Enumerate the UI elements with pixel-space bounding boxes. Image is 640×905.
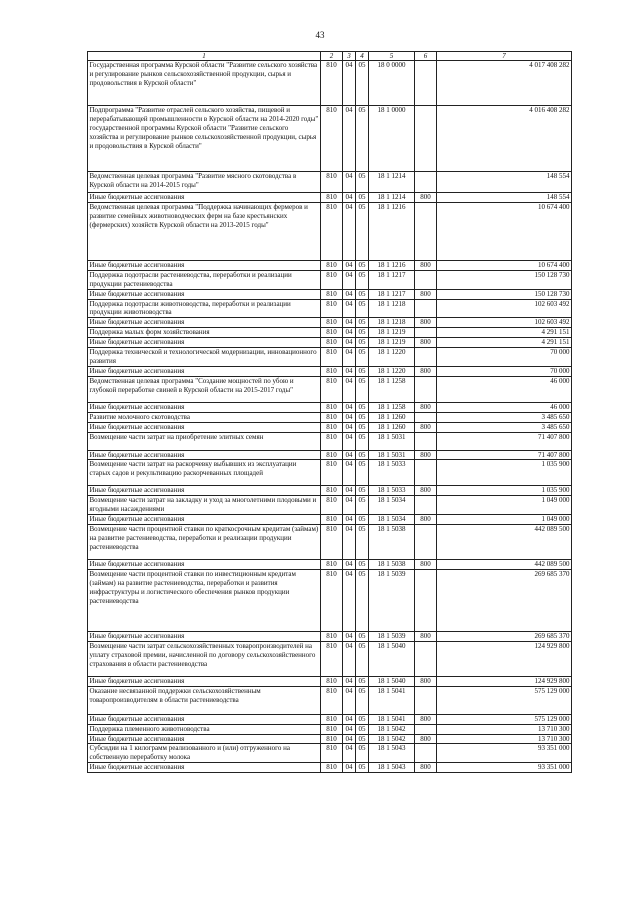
section-code: 04 bbox=[343, 270, 356, 289]
expense-type-code: 800 bbox=[415, 486, 437, 496]
grbs-code: 810 bbox=[321, 724, 343, 734]
expense-type-code bbox=[415, 432, 437, 450]
target-article-code: 18 1 0000 bbox=[369, 106, 415, 172]
amount: 269 685 370 bbox=[437, 569, 572, 631]
target-article-code: 18 1 5033 bbox=[369, 486, 415, 496]
table-row bbox=[88, 686, 572, 714]
amount: 3 485 650 bbox=[437, 412, 572, 422]
expense-type-code: 800 bbox=[415, 422, 437, 432]
grbs-code: 810 bbox=[321, 686, 343, 714]
target-article-code: 18 1 1214 bbox=[369, 193, 415, 203]
expense-type-code: 800 bbox=[415, 763, 437, 773]
amount: 10 674 400 bbox=[437, 202, 572, 260]
item-name: Иные бюджетные ассигнования bbox=[88, 714, 321, 724]
grbs-code: 810 bbox=[321, 460, 343, 486]
target-article-code: 18 1 5041 bbox=[369, 686, 415, 714]
column-header: 3 bbox=[343, 52, 356, 61]
target-article-code: 18 1 5043 bbox=[369, 744, 415, 763]
subsection-code: 05 bbox=[356, 460, 369, 486]
target-article-code: 18 1 5034 bbox=[369, 515, 415, 525]
section-code: 04 bbox=[343, 376, 356, 402]
subsection-code: 05 bbox=[356, 496, 369, 515]
grbs-code: 810 bbox=[321, 366, 343, 376]
grbs-code: 810 bbox=[321, 763, 343, 773]
amount: 10 674 400 bbox=[437, 260, 572, 270]
grbs-code: 810 bbox=[321, 515, 343, 525]
expense-type-code: 800 bbox=[415, 318, 437, 328]
item-name: Иные бюджетные ассигнования bbox=[88, 676, 321, 686]
table-row bbox=[88, 641, 572, 676]
amount: 1 035 900 bbox=[437, 460, 572, 486]
target-article-code: 18 1 5041 bbox=[369, 714, 415, 724]
table-body bbox=[88, 61, 572, 773]
expense-type-code bbox=[415, 270, 437, 289]
subsection-code: 05 bbox=[356, 724, 369, 734]
item-name: Поддержка подотрасли растениеводства, переработки и реализации продукции растениеводства bbox=[88, 270, 321, 289]
amount: 442 089 500 bbox=[437, 560, 572, 570]
column-header: 7 bbox=[437, 52, 572, 61]
item-name: Развитие молочного скотоводства bbox=[88, 412, 321, 422]
target-article-code: 18 1 1216 bbox=[369, 202, 415, 260]
budget-table bbox=[87, 51, 572, 773]
table-row bbox=[88, 402, 572, 412]
target-article-code: 18 1 5031 bbox=[369, 450, 415, 460]
target-article-code: 18 1 1220 bbox=[369, 348, 415, 367]
expense-type-code bbox=[415, 460, 437, 486]
section-code: 04 bbox=[343, 486, 356, 496]
item-name: Иные бюджетные ассигнования bbox=[88, 560, 321, 570]
section-code: 04 bbox=[343, 714, 356, 724]
table-row bbox=[88, 496, 572, 515]
section-code: 04 bbox=[343, 676, 356, 686]
table-row bbox=[88, 270, 572, 289]
expense-type-code bbox=[415, 744, 437, 763]
target-article-code: 18 1 1260 bbox=[369, 412, 415, 422]
target-article-code: 18 1 1219 bbox=[369, 328, 415, 338]
subsection-code: 05 bbox=[356, 560, 369, 570]
grbs-code: 810 bbox=[321, 348, 343, 367]
subsection-code: 05 bbox=[356, 641, 369, 676]
table-row bbox=[88, 460, 572, 486]
table-row bbox=[88, 412, 572, 422]
section-code: 04 bbox=[343, 366, 356, 376]
expense-type-code bbox=[415, 641, 437, 676]
target-article-code: 18 1 5039 bbox=[369, 631, 415, 641]
item-name: Иные бюджетные ассигнования bbox=[88, 734, 321, 744]
section-code: 04 bbox=[343, 450, 356, 460]
item-name: Поддержка технической и технологической модернизации, инновационного развития bbox=[88, 348, 321, 367]
amount: 575 129 000 bbox=[437, 714, 572, 724]
amount: 269 685 370 bbox=[437, 631, 572, 641]
amount: 46 000 bbox=[437, 402, 572, 412]
amount: 1 049 000 bbox=[437, 515, 572, 525]
section-code: 04 bbox=[343, 172, 356, 193]
table-row bbox=[88, 714, 572, 724]
section-code: 04 bbox=[343, 724, 356, 734]
section-code: 04 bbox=[343, 569, 356, 631]
expense-type-code bbox=[415, 348, 437, 367]
expense-type-code: 800 bbox=[415, 631, 437, 641]
section-code: 04 bbox=[343, 193, 356, 203]
amount: 150 128 730 bbox=[437, 270, 572, 289]
expense-type-code bbox=[415, 61, 437, 106]
grbs-code: 810 bbox=[321, 270, 343, 289]
grbs-code: 810 bbox=[321, 338, 343, 348]
grbs-code: 810 bbox=[321, 412, 343, 422]
table-row bbox=[88, 569, 572, 631]
table-row bbox=[88, 724, 572, 734]
table-row bbox=[88, 366, 572, 376]
page-number: 43 bbox=[315, 30, 325, 40]
subsection-code: 05 bbox=[356, 348, 369, 367]
amount: 1 035 900 bbox=[437, 486, 572, 496]
subsection-code: 05 bbox=[356, 202, 369, 260]
expense-type-code bbox=[415, 202, 437, 260]
table-row bbox=[88, 318, 572, 328]
amount: 148 554 bbox=[437, 172, 572, 193]
amount: 93 351 000 bbox=[437, 744, 572, 763]
item-name: Поддержка малых форм хозяйствования bbox=[88, 328, 321, 338]
grbs-code: 810 bbox=[321, 560, 343, 570]
table-row bbox=[88, 172, 572, 193]
item-name: Иные бюджетные ассигнования bbox=[88, 318, 321, 328]
subsection-code: 05 bbox=[356, 676, 369, 686]
amount: 124 929 800 bbox=[437, 641, 572, 676]
amount: 102 603 492 bbox=[437, 299, 572, 318]
item-name: Возмещение части процентной ставки по инвестиционным кредитам (займам) на развитие растениеводства, переработки и развития инфраструктуры и логистического обеспечения рынков продукции растениеводства bbox=[88, 569, 321, 631]
subsection-code: 05 bbox=[356, 686, 369, 714]
subsection-code: 05 bbox=[356, 714, 369, 724]
item-name: Иные бюджетные ассигнования bbox=[88, 631, 321, 641]
column-header: 2 bbox=[321, 52, 343, 61]
grbs-code: 810 bbox=[321, 569, 343, 631]
target-article-code: 18 1 1214 bbox=[369, 172, 415, 193]
expense-type-code bbox=[415, 686, 437, 714]
item-name: Иные бюджетные ассигнования bbox=[88, 289, 321, 299]
expense-type-code: 800 bbox=[415, 560, 437, 570]
subsection-code: 05 bbox=[356, 422, 369, 432]
item-name: Поддержка племенного животноводства bbox=[88, 724, 321, 734]
section-code: 04 bbox=[343, 202, 356, 260]
column-header: 4 bbox=[356, 52, 369, 61]
target-article-code: 18 0 0000 bbox=[369, 61, 415, 106]
amount: 102 603 492 bbox=[437, 318, 572, 328]
amount: 3 485 650 bbox=[437, 422, 572, 432]
expense-type-code bbox=[415, 525, 437, 560]
amount: 70 000 bbox=[437, 348, 572, 367]
section-code: 04 bbox=[343, 560, 356, 570]
grbs-code: 810 bbox=[321, 376, 343, 402]
grbs-code: 810 bbox=[321, 202, 343, 260]
section-code: 04 bbox=[343, 289, 356, 299]
table-row bbox=[88, 193, 572, 203]
section-code: 04 bbox=[343, 686, 356, 714]
item-name: Иные бюджетные ассигнования bbox=[88, 366, 321, 376]
item-name: Поддержка подотрасли животноводства, переработки и реализации продукции животноводства bbox=[88, 299, 321, 318]
grbs-code: 810 bbox=[321, 172, 343, 193]
section-code: 04 bbox=[343, 328, 356, 338]
amount: 4 017 408 282 bbox=[437, 61, 572, 106]
column-header: 1 bbox=[88, 52, 321, 61]
subsection-code: 05 bbox=[356, 328, 369, 338]
amount: 71 407 800 bbox=[437, 450, 572, 460]
target-article-code: 18 1 1220 bbox=[369, 366, 415, 376]
table-row bbox=[88, 61, 572, 106]
target-article-code: 18 1 5043 bbox=[369, 763, 415, 773]
subsection-code: 05 bbox=[356, 193, 369, 203]
expense-type-code bbox=[415, 106, 437, 172]
section-code: 04 bbox=[343, 318, 356, 328]
table-row bbox=[88, 450, 572, 460]
expense-type-code bbox=[415, 299, 437, 318]
table-row bbox=[88, 486, 572, 496]
grbs-code: 810 bbox=[321, 714, 343, 724]
subsection-code: 05 bbox=[356, 366, 369, 376]
section-code: 04 bbox=[343, 412, 356, 422]
grbs-code: 810 bbox=[321, 289, 343, 299]
section-code: 04 bbox=[343, 348, 356, 367]
table-row bbox=[88, 376, 572, 402]
item-name: Ведомственная целевая программа "Поддержка начинающих фермеров и развитие семейных животноводческих ферм на базе крестьянских (фермерских) хозяйств Курской области на 2013-2015 годы" bbox=[88, 202, 321, 260]
target-article-code: 18 1 1258 bbox=[369, 376, 415, 402]
table-row bbox=[88, 260, 572, 270]
subsection-code: 05 bbox=[356, 450, 369, 460]
item-name: Государственная программа Курской области "Развитие сельского хозяйства и регулирование рынков сельскохозяйственной продукции, сырья и продовольствия в Курской области" bbox=[88, 61, 321, 106]
subsection-code: 05 bbox=[356, 106, 369, 172]
section-code: 04 bbox=[343, 260, 356, 270]
grbs-code: 810 bbox=[321, 260, 343, 270]
table-row bbox=[88, 525, 572, 560]
target-article-code: 18 1 5031 bbox=[369, 432, 415, 450]
item-name: Иные бюджетные ассигнования bbox=[88, 422, 321, 432]
grbs-code: 810 bbox=[321, 631, 343, 641]
expense-type-code bbox=[415, 328, 437, 338]
subsection-code: 05 bbox=[356, 338, 369, 348]
section-code: 04 bbox=[343, 460, 356, 486]
table-row bbox=[88, 328, 572, 338]
table-row bbox=[88, 299, 572, 318]
subsection-code: 05 bbox=[356, 744, 369, 763]
subsection-code: 05 bbox=[356, 172, 369, 193]
subsection-code: 05 bbox=[356, 432, 369, 450]
grbs-code: 810 bbox=[321, 106, 343, 172]
amount: 442 089 500 bbox=[437, 525, 572, 560]
subsection-code: 05 bbox=[356, 402, 369, 412]
item-name: Возмещение части затрат сельскохозяйственных товаропроизводителей на уплату страховой премии, начисленной по договору сельскохозяйственного страхования в области растениеводства bbox=[88, 641, 321, 676]
expense-type-code bbox=[415, 724, 437, 734]
section-code: 04 bbox=[343, 61, 356, 106]
table-row bbox=[88, 289, 572, 299]
target-article-code: 18 1 1218 bbox=[369, 299, 415, 318]
subsection-code: 05 bbox=[356, 763, 369, 773]
amount: 150 128 730 bbox=[437, 289, 572, 299]
subsection-code: 05 bbox=[356, 734, 369, 744]
table-row bbox=[88, 348, 572, 367]
item-name: Возмещение части затрат на закладку и уход за многолетними плодовыми и ягодными насаждениями bbox=[88, 496, 321, 515]
section-code: 04 bbox=[343, 402, 356, 412]
subsection-code: 05 bbox=[356, 318, 369, 328]
grbs-code: 810 bbox=[321, 318, 343, 328]
section-code: 04 bbox=[343, 422, 356, 432]
subsection-code: 05 bbox=[356, 569, 369, 631]
grbs-code: 810 bbox=[321, 193, 343, 203]
grbs-code: 810 bbox=[321, 450, 343, 460]
amount: 71 407 800 bbox=[437, 432, 572, 450]
table-row bbox=[88, 744, 572, 763]
item-name: Иные бюджетные ассигнования bbox=[88, 260, 321, 270]
item-name: Ведомственная целевая программа "Развитие мясного скотоводства в Курской области на 2014-2015 годы" bbox=[88, 172, 321, 193]
amount: 46 000 bbox=[437, 376, 572, 402]
expense-type-code: 800 bbox=[415, 289, 437, 299]
target-article-code: 18 1 1219 bbox=[369, 338, 415, 348]
grbs-code: 810 bbox=[321, 525, 343, 560]
target-article-code: 18 1 1218 bbox=[369, 318, 415, 328]
item-name: Иные бюджетные ассигнования bbox=[88, 486, 321, 496]
section-code: 04 bbox=[343, 631, 356, 641]
target-article-code: 18 1 5038 bbox=[369, 560, 415, 570]
expense-type-code: 800 bbox=[415, 402, 437, 412]
amount: 1 049 000 bbox=[437, 496, 572, 515]
section-code: 04 bbox=[343, 432, 356, 450]
item-name: Иные бюджетные ассигнования bbox=[88, 402, 321, 412]
section-code: 04 bbox=[343, 515, 356, 525]
target-article-code: 18 1 5040 bbox=[369, 641, 415, 676]
section-code: 04 bbox=[343, 106, 356, 172]
table-row bbox=[88, 763, 572, 773]
subsection-code: 05 bbox=[356, 515, 369, 525]
table-row bbox=[88, 734, 572, 744]
subsection-code: 05 bbox=[356, 412, 369, 422]
amount: 13 710 300 bbox=[437, 734, 572, 744]
item-name: Возмещение части процентной ставки по краткосрочным кредитам (займам) на развитие растениеводства, переработки и реализации продукции растениеводства bbox=[88, 525, 321, 560]
subsection-code: 05 bbox=[356, 631, 369, 641]
expense-type-code: 800 bbox=[415, 734, 437, 744]
section-code: 04 bbox=[343, 338, 356, 348]
section-code: 04 bbox=[343, 763, 356, 773]
expense-type-code: 800 bbox=[415, 193, 437, 203]
column-header: 5 bbox=[369, 52, 415, 61]
subsection-code: 05 bbox=[356, 260, 369, 270]
amount: 13 710 300 bbox=[437, 724, 572, 734]
item-name: Субсидии на 1 килограмм реализованного и (или) отгруженного на собственную переработку молока bbox=[88, 744, 321, 763]
target-article-code: 18 1 1260 bbox=[369, 422, 415, 432]
expense-type-code: 800 bbox=[415, 338, 437, 348]
expense-type-code bbox=[415, 412, 437, 422]
grbs-code: 810 bbox=[321, 61, 343, 106]
item-name: Иные бюджетные ассигнования bbox=[88, 763, 321, 773]
item-name: Подпрограмма "Развитие отраслей сельского хозяйства, пищевой и перерабатывающей промышленности в Курской области на 2014-2020 годы" государственной программы Курской области "Развитие сельского хозяйства и регулирование рынков сельскохозяйственной продукции, сырья и продовольствия в Курской области" bbox=[88, 106, 321, 172]
expense-type-code bbox=[415, 376, 437, 402]
grbs-code: 810 bbox=[321, 402, 343, 412]
table-row bbox=[88, 631, 572, 641]
target-article-code: 18 1 1216 bbox=[369, 260, 415, 270]
table-row bbox=[88, 676, 572, 686]
target-article-code: 18 1 5040 bbox=[369, 676, 415, 686]
table-row bbox=[88, 106, 572, 172]
amount: 93 351 000 bbox=[437, 763, 572, 773]
amount: 4 291 151 bbox=[437, 328, 572, 338]
grbs-code: 810 bbox=[321, 734, 343, 744]
subsection-code: 05 bbox=[356, 270, 369, 289]
expense-type-code: 800 bbox=[415, 714, 437, 724]
section-code: 04 bbox=[343, 525, 356, 560]
item-name: Иные бюджетные ассигнования bbox=[88, 515, 321, 525]
amount: 124 929 800 bbox=[437, 676, 572, 686]
target-article-code: 18 1 1217 bbox=[369, 270, 415, 289]
subsection-code: 05 bbox=[356, 486, 369, 496]
target-article-code: 18 1 5038 bbox=[369, 525, 415, 560]
table-row bbox=[88, 515, 572, 525]
subsection-code: 05 bbox=[356, 525, 369, 560]
column-number-row bbox=[88, 52, 572, 61]
target-article-code: 18 1 1258 bbox=[369, 402, 415, 412]
target-article-code: 18 1 1217 bbox=[369, 289, 415, 299]
section-code: 04 bbox=[343, 734, 356, 744]
expense-type-code: 800 bbox=[415, 260, 437, 270]
subsection-code: 05 bbox=[356, 376, 369, 402]
amount: 575 129 000 bbox=[437, 686, 572, 714]
amount: 148 554 bbox=[437, 193, 572, 203]
grbs-code: 810 bbox=[321, 432, 343, 450]
grbs-code: 810 bbox=[321, 486, 343, 496]
table-row bbox=[88, 202, 572, 260]
grbs-code: 810 bbox=[321, 422, 343, 432]
expense-type-code: 800 bbox=[415, 366, 437, 376]
expense-type-code: 800 bbox=[415, 676, 437, 686]
amount: 70 000 bbox=[437, 366, 572, 376]
item-name: Ведомственная целевая программа "Создание мощностей по убою и глубокой переработке свиней в Курской области на 2015-2017 годы" bbox=[88, 376, 321, 402]
target-article-code: 18 1 5033 bbox=[369, 460, 415, 486]
item-name: Оказание несвязанной поддержки сельскохозяйственным товаропроизводителям в области растениеводства bbox=[88, 686, 321, 714]
section-code: 04 bbox=[343, 641, 356, 676]
target-article-code: 18 1 5042 bbox=[369, 734, 415, 744]
expense-type-code: 800 bbox=[415, 515, 437, 525]
grbs-code: 810 bbox=[321, 328, 343, 338]
item-name: Возмещение части затрат на приобретение элитных семян bbox=[88, 432, 321, 450]
amount: 4 291 151 bbox=[437, 338, 572, 348]
expense-type-code bbox=[415, 569, 437, 631]
item-name: Иные бюджетные ассигнования bbox=[88, 450, 321, 460]
item-name: Иные бюджетные ассигнования bbox=[88, 193, 321, 203]
expense-type-code bbox=[415, 496, 437, 515]
column-header: 6 bbox=[415, 52, 437, 61]
item-name: Возмещение части затрат на раскорчевку выбывших из эксплуатации старых садов и рекультивацию раскорчеванных площадей bbox=[88, 460, 321, 486]
grbs-code: 810 bbox=[321, 676, 343, 686]
grbs-code: 810 bbox=[321, 641, 343, 676]
subsection-code: 05 bbox=[356, 61, 369, 106]
table-row bbox=[88, 432, 572, 450]
target-article-code: 18 1 5039 bbox=[369, 569, 415, 631]
grbs-code: 810 bbox=[321, 744, 343, 763]
item-name: Иные бюджетные ассигнования bbox=[88, 338, 321, 348]
subsection-code: 05 bbox=[356, 289, 369, 299]
expense-type-code: 800 bbox=[415, 450, 437, 460]
subsection-code: 05 bbox=[356, 299, 369, 318]
table-row bbox=[88, 338, 572, 348]
grbs-code: 810 bbox=[321, 299, 343, 318]
table-row bbox=[88, 560, 572, 570]
amount: 4 016 408 282 bbox=[437, 106, 572, 172]
table-row bbox=[88, 422, 572, 432]
grbs-code: 810 bbox=[321, 496, 343, 515]
expense-type-code bbox=[415, 172, 437, 193]
target-article-code: 18 1 5034 bbox=[369, 496, 415, 515]
target-article-code: 18 1 5042 bbox=[369, 724, 415, 734]
section-code: 04 bbox=[343, 744, 356, 763]
section-code: 04 bbox=[343, 496, 356, 515]
section-code: 04 bbox=[343, 299, 356, 318]
